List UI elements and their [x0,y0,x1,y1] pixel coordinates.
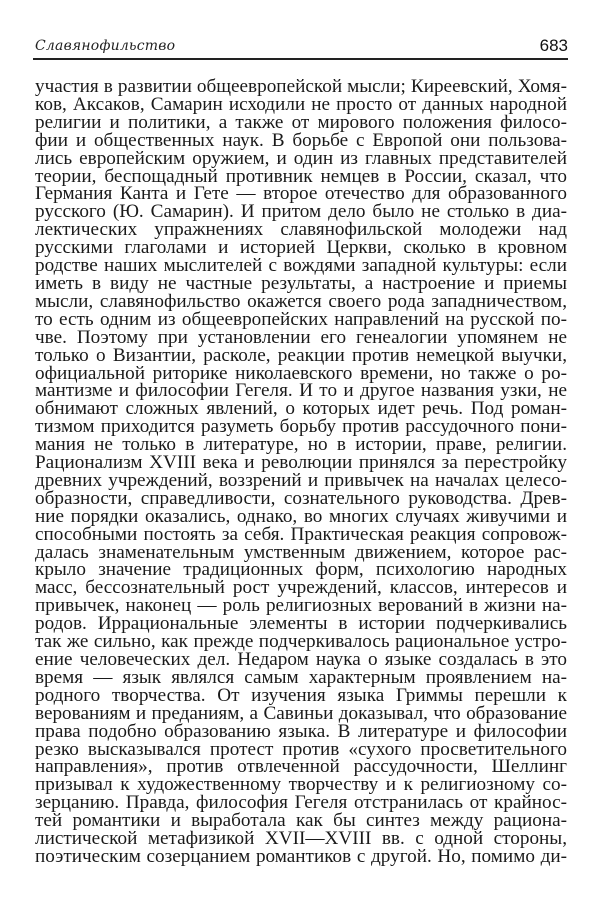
text-line: то есть одним из общеевропейских направлений на русской по- [35,308,567,330]
text-line: только о Византии, расколе, реакции против немецкой выучки, [35,344,567,366]
text-line: родов. Иррациональные элементы в истории подчеркивались [35,613,567,635]
text-line: зерцанию. Правда, философия Гегеля отстранилась от крайнос- [35,792,567,814]
page-number: 683 [539,36,568,55]
text-line: крыло значение традиционных форм, психологию народных [35,559,567,581]
text-line: время — язык являлся самым характерным проявлением на- [35,666,567,688]
text-line: масс, бессознательный рост учреждений, классов, интересов и [35,577,567,599]
text-line: лектических упражнениях славянофильской молодежи над [35,219,567,241]
text-line: религии и политики, а также от мирового положения филосо- [35,111,567,133]
text-line: Германия Канта и Гете — второе отечество для образованного [35,183,567,205]
text-line: мания не только в литературе, но в истории, праве, религии. [35,434,567,456]
text-line: фии и общественных наук. В борьбе с Европой они пользова- [35,129,567,151]
text-line: листической метафизикой XVII—XVIII вв. с одной стороны, [35,828,567,850]
text-line: русского (Ю. Самарин). И притом дело было не столько в диа- [35,201,567,223]
running-head [33,36,568,60]
text-line: теории, беспощадный противник немцев в России, сказал, что [35,165,567,187]
text-line: тей романтики и выработала как бы синтез между рациона- [35,810,567,832]
text-line: привычек, наконец — роль религиозных верований в жизни на- [35,595,567,617]
text-line: древних учреждений, воззрений и привычек на началах целесо- [35,469,567,491]
text-line: мысли, славянофильство окажется своего рода западничеством, [35,290,567,312]
text-line: ние порядки оказались, однако, во многих случаях живучими и [35,505,567,527]
text-line: далась знаменательным умственным движением, которое рас- [35,541,567,563]
text-line: иметь в виду не частные результаты, а настроение и приемы [35,272,567,294]
text-line: тизмом приходится разуметь борьбу против рассудочного пони- [35,416,567,438]
body-text [35,78,567,866]
text-line: верованиям и преданиям, а Савиньи доказывал, что образование [35,702,567,724]
text-line: лись европейским оружием, и один из главных представителей [35,147,567,169]
text-line: участия в развитии общеевропейской мысли; Киреевский, Хомя- [35,76,567,97]
text-line: официальной риторике николаевского времени, но также о ро- [35,362,567,384]
text-line: ков, Аксаков, Самарин исходили не просто от данных народной [35,93,567,115]
text-line: родстве наших мыслителей с вождями западной культуры: если [35,255,567,277]
text-line: мантизме и философии Гегеля. И то и другое названия узки, не [35,380,567,402]
text-line: способными постоять за себя. Практическая реакция сопровож- [35,523,567,545]
text-line: обнимают сложных явлений, о которых идет речь. Под роман- [35,398,567,420]
text-line: призывал к художественному творчеству и к религиозному со- [35,774,567,796]
text-line: права подобно образованию языка. В литературе и философии [35,720,567,742]
text-line: поэтическим созерцанием романтиков с другой. Но, помимо ди- [35,845,567,867]
text-line: русскими глаголами и историей Церкви, сколько в кровном [35,237,567,259]
text-line: так же сильно, как прежде подчеркивалось рациональное устро- [35,631,567,653]
text-line: Рационализм XVIII века и революции принялся за перестройку [35,452,567,474]
text-line: направления», против отвлеченной рассудочности, Шеллинг [35,756,567,778]
text-line: ение человеческих дел. Недаром наука о языке создалась в это [35,649,567,670]
text-line: резко высказывался протест против «сухого просветительного [35,738,567,760]
text-line: родного творчества. От изучения языка Гриммы перешли к [35,684,567,706]
running-title: Славянофильство [35,38,176,54]
text-line: образности, справедливости, сознательного руководства. Древ- [35,487,567,509]
text-line: чве. Поэтому при установлении его генеалогии упомянем не [35,326,567,348]
